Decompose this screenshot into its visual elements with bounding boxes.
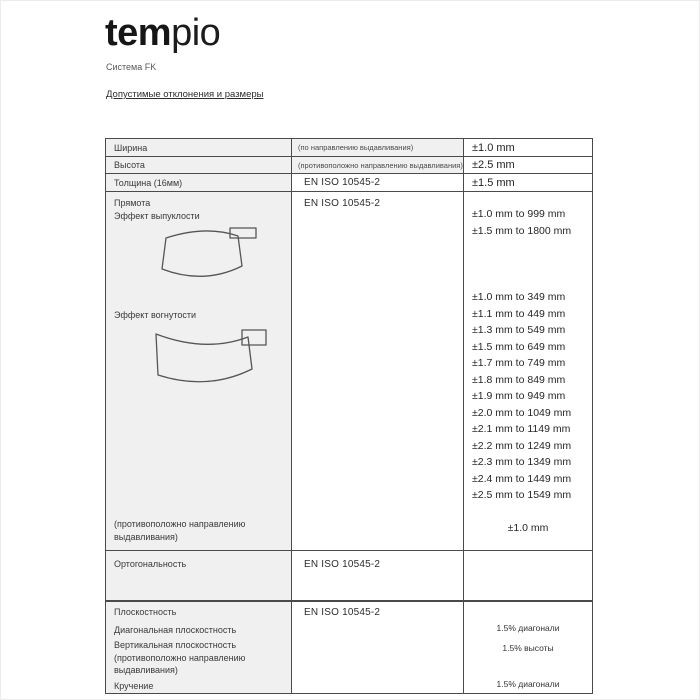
table-row-straightness xyxy=(106,192,592,551)
table-row-orthogonality xyxy=(106,551,592,600)
concave-effect-diagram xyxy=(144,325,276,389)
orthogonality-value xyxy=(464,551,592,608)
table-row-flatness xyxy=(106,602,592,693)
convex-effect-diagram xyxy=(152,224,268,286)
vertical-flatness-value: 1.5% высоты xyxy=(502,643,554,653)
vertical-flatness-label-main: Вертикальная плоскостность xyxy=(114,640,237,650)
convex-tolerance-value: ±1.0 mm to 999 mm xyxy=(472,208,566,220)
convex-tolerance-list xyxy=(472,206,571,239)
width-label: Ширина xyxy=(114,142,148,153)
width-method: (по направлению выдавливания) xyxy=(298,143,414,152)
concave-tolerance-list xyxy=(472,289,571,504)
concave-tolerance-value: ±2.0 mm to 1049 mm xyxy=(472,406,572,419)
concave-tolerance-value: ±2.3 mm to 1349 mm xyxy=(472,456,572,468)
tempio-logo xyxy=(105,14,220,52)
flatness-table xyxy=(105,601,593,694)
orthogonality-method: EN ISO 10545-2 xyxy=(304,559,381,570)
straightness-method: EN ISO 10545-2 xyxy=(304,198,381,209)
thickness-label: Толщина (16мм) xyxy=(114,177,183,188)
concave-tolerance-value: ±1.7 mm to 749 mm xyxy=(472,357,566,369)
logo-bold-part: tem xyxy=(105,12,172,54)
straightness-label: Прямота xyxy=(114,198,151,208)
concave-tolerance-value: ±1.0 mm to 349 mm xyxy=(472,291,566,303)
concave-tolerance-value: ±2.2 mm to 1249 mm xyxy=(472,439,572,452)
table-row-width xyxy=(106,139,592,157)
convex-tolerance-value: ±1.5 mm to 1800 mm xyxy=(472,224,572,237)
width-value: ±1.0 mm xyxy=(472,141,515,154)
table-row-thickness xyxy=(106,174,592,192)
concave-tolerance-value: ±1.3 mm to 549 mm xyxy=(472,324,566,336)
straightness-opposite-value: ±1.0 mm xyxy=(507,522,549,534)
torsion-label: Кручение xyxy=(114,681,154,691)
concave-tolerance-value: ±2.5 mm to 1549 mm xyxy=(472,489,572,501)
diagonal-flatness-value: 1.5% диагонали xyxy=(496,623,560,633)
table-row-height xyxy=(106,157,592,174)
concave-tolerance-value: ±2.1 mm to 1149 mm xyxy=(472,423,571,435)
orthogonality-label: Ортогональность xyxy=(114,559,187,569)
height-value: ±2.5 mm xyxy=(472,159,515,171)
vertical-flatness-label xyxy=(114,639,279,677)
concave-tolerance-value: ±1.1 mm to 449 mm xyxy=(472,307,566,320)
height-label: Высота xyxy=(114,160,145,170)
flatness-label: Плоскостность xyxy=(114,607,177,617)
tolerances-table xyxy=(105,138,593,601)
concave-tolerance-value: ±1.9 mm to 949 mm xyxy=(472,390,566,402)
height-method: (противоположно направлению выдавливания) xyxy=(298,160,463,170)
straightness-opposite-label: (противоположно направлению выдавливания) xyxy=(114,519,246,542)
thickness-value: ±1.5 mm xyxy=(472,176,515,189)
concave-tolerance-value: ±1.8 mm to 849 mm xyxy=(472,373,566,386)
concave-tolerance-value: ±1.5 mm to 649 mm xyxy=(472,340,566,353)
concave-effect-label: Эффект вогнутости xyxy=(114,310,197,320)
concave-tolerance-value: ±2.4 mm to 1449 mm xyxy=(472,472,572,485)
diagonal-flatness-label: Диагональная плоскостность xyxy=(114,625,237,635)
flatness-method: EN ISO 10545-2 xyxy=(304,607,381,618)
logo-light-part: pio xyxy=(171,12,221,54)
tolerances-link[interactable]: Допустимые отклонения и размеры xyxy=(106,89,264,100)
vertical-flatness-label-sub: (противоположно направлению выдавливания) xyxy=(114,652,246,675)
convex-effect-label: Эффект выпуклости xyxy=(114,211,200,221)
torsion-value: 1.5% диагонали xyxy=(496,679,560,689)
system-subtitle: Система FK xyxy=(106,62,157,72)
thickness-method: EN ISO 10545-2 xyxy=(304,177,381,188)
